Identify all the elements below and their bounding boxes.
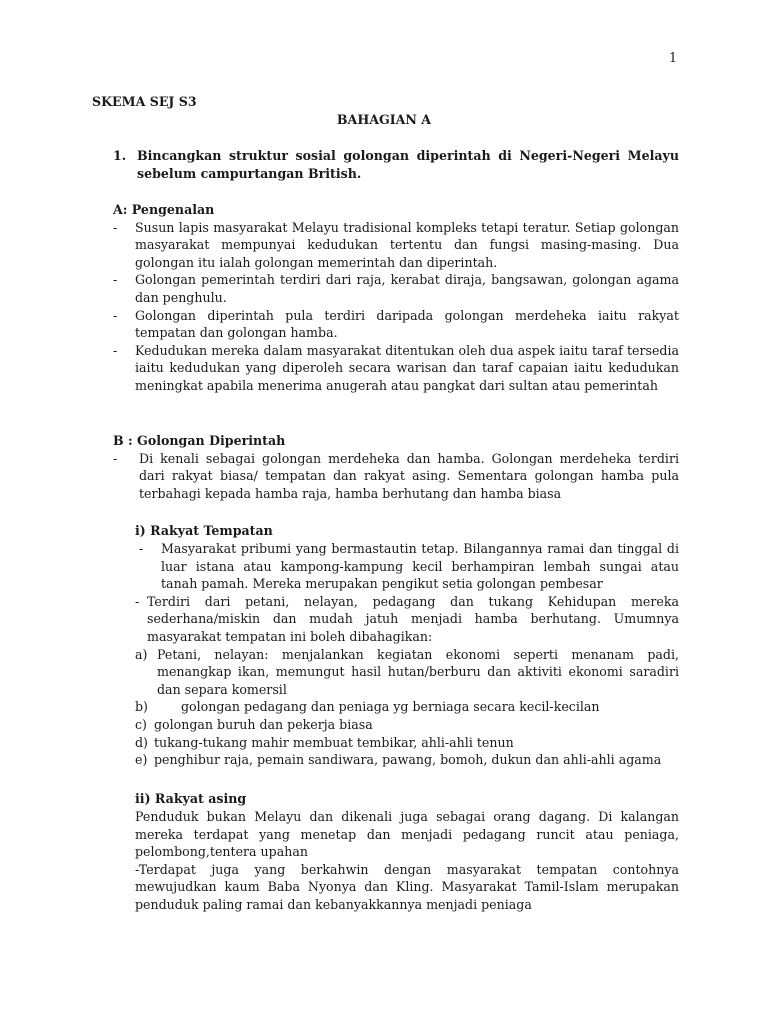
paragraph: - Masyarakat pribumi yang bermastautin tetap. Bilangannya ramai dan tinggal di luar istana atau kampong-kampung kecil berhampiran lembah sungai atau tanah pamah. Mereka merupakan pengikut setia golongan pembesar (135, 541, 679, 592)
list-item-text: Golongan diperintah pula terdiri daripada golongan merdeheka iaitu rakyat tempatan dan golongan hamba. (135, 307, 679, 341)
document-title: SKEMA SEJ S3 (92, 94, 197, 109)
list-item (135, 698, 679, 716)
list-marker: a) (135, 646, 148, 662)
list-item-text: tukang-tukang mahir membuat tembikar, ahli-ahli tenun (154, 734, 514, 750)
list-item-text: golongan pedagang dan peniaga yg berniaga secara kecil-kecilan (181, 699, 600, 715)
paragraph-text: Terdiri dari petani, nelayan, pedagang dan tukang Kehidupan mereka sederhana/miskin dan mudah jatuh menjadi hamba berhutang. Umumnya masyarakat tempatan ini boleh dibahagikan: (147, 593, 679, 644)
section-b-intro-text: Di kenali sebagai golongan merdeheka dan hamba. Golongan merdeheka terdiri dari rakyat biasa/ tempatan dan rakyat asing. Sementara golongan hamba pula terbahagi kepada hamba raja, hamba berhutang dan hamba biasa (139, 450, 679, 501)
list-item (135, 734, 679, 752)
question (113, 147, 679, 182)
section-title: BAHAGIAN A (336, 112, 432, 127)
section-a (113, 201, 679, 395)
list-marker: e) (135, 752, 148, 768)
rakyat-tempatan-heading: i) Rakyat Tempatan (135, 523, 273, 538)
question-text: Bincangkan struktur sosial golongan diperintah di Negeri-Negeri Melayu sebelum campurtangan British. (137, 148, 679, 181)
section-a-heading: A: Pengenalan (113, 202, 215, 217)
paragraph: -Terdapat juga yang berkahwin dengan masyarakat tempatan contohnya mewujudkan kaum Baba Nyonya dan Kling. Masyarakat Tamil-Islam merupakan penduduk paling ramai dan kebanyakkannya menjadi peniaga (135, 861, 679, 912)
paragraph: Penduduk bukan Melayu dan dikenali juga sebagai orang dagang. Di kalangan mereka terdapat yang menetap dan menjadi pedagang runcit atau peniaga, pelombong,tentera upahan (135, 809, 679, 860)
list-item-text: Kedudukan mereka dalam masyarakat ditentukan oleh dua aspek iaitu taraf tersedia iaitu kedudukan yang diperoleh secara warisan dan taraf capaian iaitu kedudukan meningkat apabila menerima anugerah atau pangkat dari sultan atau pemerintah (135, 342, 679, 393)
list-marker: d) (135, 734, 148, 750)
page-number: 1 (669, 50, 678, 65)
section-b (113, 432, 679, 502)
rakyat-tempatan-body (135, 540, 679, 769)
list-item: - Kedudukan mereka dalam masyarakat ditentukan oleh dua aspek iaitu taraf tersedia iaitu kedudukan yang diperoleh secara warisan dan taraf capaian iaitu kedudukan meningkat apabila menerima anugerah atau pangkat dari sultan atau pemerintah (113, 342, 679, 393)
list-item-text: penghibur raja, pemain sandiwara, pawang, bomoh, dukun dan ahli-ahli agama (154, 752, 662, 768)
list-item (135, 751, 679, 769)
section-b-heading: B : Golongan Diperintah (113, 433, 286, 448)
paragraph-text: Masyarakat pribumi yang bermastautin tetap. Bilangannya ramai dan tinggal di luar istana atau kampong-kampung kecil berhampiran lembah sungai atau tanah pamah. Mereka merupakan pengikut setia golongan pembesar (161, 541, 679, 592)
list-item-text: golongan buruh dan pekerja biasa (154, 716, 373, 732)
list-marker: c) (135, 716, 147, 732)
rakyat-asing-body (135, 808, 679, 914)
list-marker: b) (135, 699, 148, 715)
list-item: - Golongan diperintah pula terdiri daripada golongan merdeheka iaitu rakyat tempatan dan golongan hamba. (113, 307, 679, 341)
list-item (135, 646, 679, 699)
list-item-text: Petani, nelayan: menjalankan kegiatan ekonomi seperti menanam padi, menangkap ikan, memungut hasil hutan/berburu dan aktiviti ekonomi saradiri dan separa komersil (157, 646, 679, 697)
list-item-text: Golongan pemerintah terdiri dari raja, kerabat diraja, bangsawan, golongan agama dan penghulu. (135, 272, 679, 305)
paragraph: - Terdiri dari petani, nelayan, pedagang dan tukang Kehidupan mereka sederhana/miskin dan mudah jatuh menjadi hamba berhutang. Umumnya masyarakat tempatan ini boleh dibahagikan: (135, 593, 679, 644)
list-item: - Golongan pemerintah terdiri dari raja, kerabat diraja, bangsawan, golongan agama dan penghulu. (113, 272, 679, 305)
rakyat-asing-heading: ii) Rakyat asing (135, 791, 247, 806)
section-b-intro: - Di kenali sebagai golongan merdeheka dan hamba. Golongan merdeheka terdiri dari rakyat biasa/ tempatan dan rakyat asing. Sementara golongan hamba pula terbahagi kepada hamba raja, hamba berhutang dan hamba biasa (113, 450, 679, 501)
list-item: - Susun lapis masyarakat Melayu tradisional kompleks tetapi teratur. Setiap golongan masyarakat mempunyai kedudukan tertentu dan fungsi masing-masing. Dua golongan itu ialah golongan memerintah dan diperintah. (113, 219, 679, 270)
list-item-text: Susun lapis masyarakat Melayu tradisional kompleks tetapi teratur. Setiap golongan masyarakat mempunyai kedudukan tertentu dan fungsi masing-masing. Dua golongan itu ialah golongan memerintah dan diperintah. (135, 219, 679, 270)
question-number: 1. (113, 148, 127, 163)
list-item (135, 716, 679, 734)
